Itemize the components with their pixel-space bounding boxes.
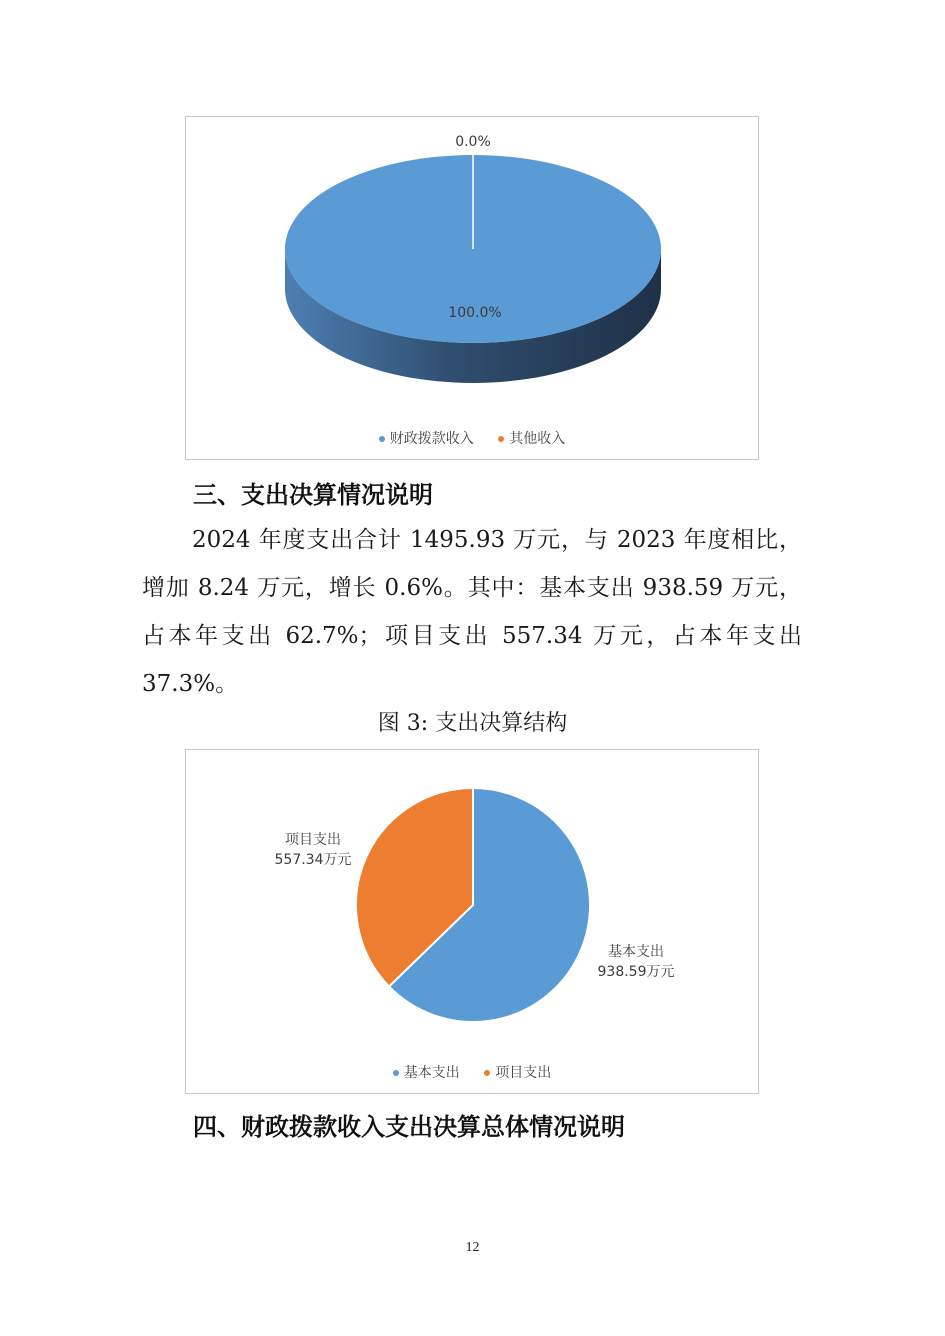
- paragraph-line: 37.3%。: [142, 671, 239, 697]
- section-4-heading: 四、财政拨款收入支出决算总体情况说明: [193, 1113, 625, 1141]
- paragraph-line: 占本年支出 62.7%；项目支出 557.34 万元，占本年支出: [142, 623, 802, 649]
- section-3-heading: 三、支出决算情况说明: [193, 481, 433, 509]
- legend-dot-orange: [484, 1070, 490, 1076]
- section-3-paragraph: [142, 516, 802, 708]
- legend-item-project: [484, 1062, 551, 1082]
- legend-label-other: 其他收入: [509, 431, 566, 447]
- label-basic-expense: [598, 943, 675, 980]
- legend-dot-blue: [379, 436, 385, 442]
- label-project-value: 557.34万元: [274, 852, 352, 868]
- income-pie-svg: [186, 117, 758, 459]
- income-pie-chart: [185, 116, 759, 460]
- label-other-income: 0.0%: [455, 134, 491, 150]
- legend-dot-orange: [498, 436, 504, 442]
- label-basic-name: 基本支出: [608, 944, 664, 960]
- label-fiscal-income: 100.0%: [448, 305, 502, 321]
- legend-label-basic: 基本支出: [403, 1065, 460, 1081]
- label-project-name: 项目支出: [285, 832, 341, 848]
- paragraph-line: 2024 年度支出合计 1495.93 万元，与 2023 年度相比，: [192, 527, 802, 553]
- legend-dot-blue: [393, 1070, 399, 1076]
- legend-item-fiscal: [379, 428, 474, 448]
- legend-item-other: [498, 428, 565, 448]
- label-project-expense: [275, 831, 352, 868]
- figure-caption: 图 3: 支出决算结构: [377, 711, 568, 736]
- label-basic-value: 938.59万元: [597, 964, 675, 980]
- legend-label-project: 项目支出: [495, 1065, 552, 1081]
- legend-label-fiscal: 财政拨款收入: [389, 431, 474, 447]
- income-legend: [186, 428, 758, 448]
- expenditure-legend: [186, 1062, 758, 1082]
- page-number: 12: [465, 1240, 480, 1255]
- expenditure-pie-svg: [186, 750, 758, 1050]
- legend-item-basic: [393, 1062, 460, 1082]
- paragraph-line: 增加 8.24 万元，增长 0.6%。其中：基本支出 938.59 万元，: [142, 575, 802, 601]
- expenditure-pie-chart: [185, 749, 759, 1094]
